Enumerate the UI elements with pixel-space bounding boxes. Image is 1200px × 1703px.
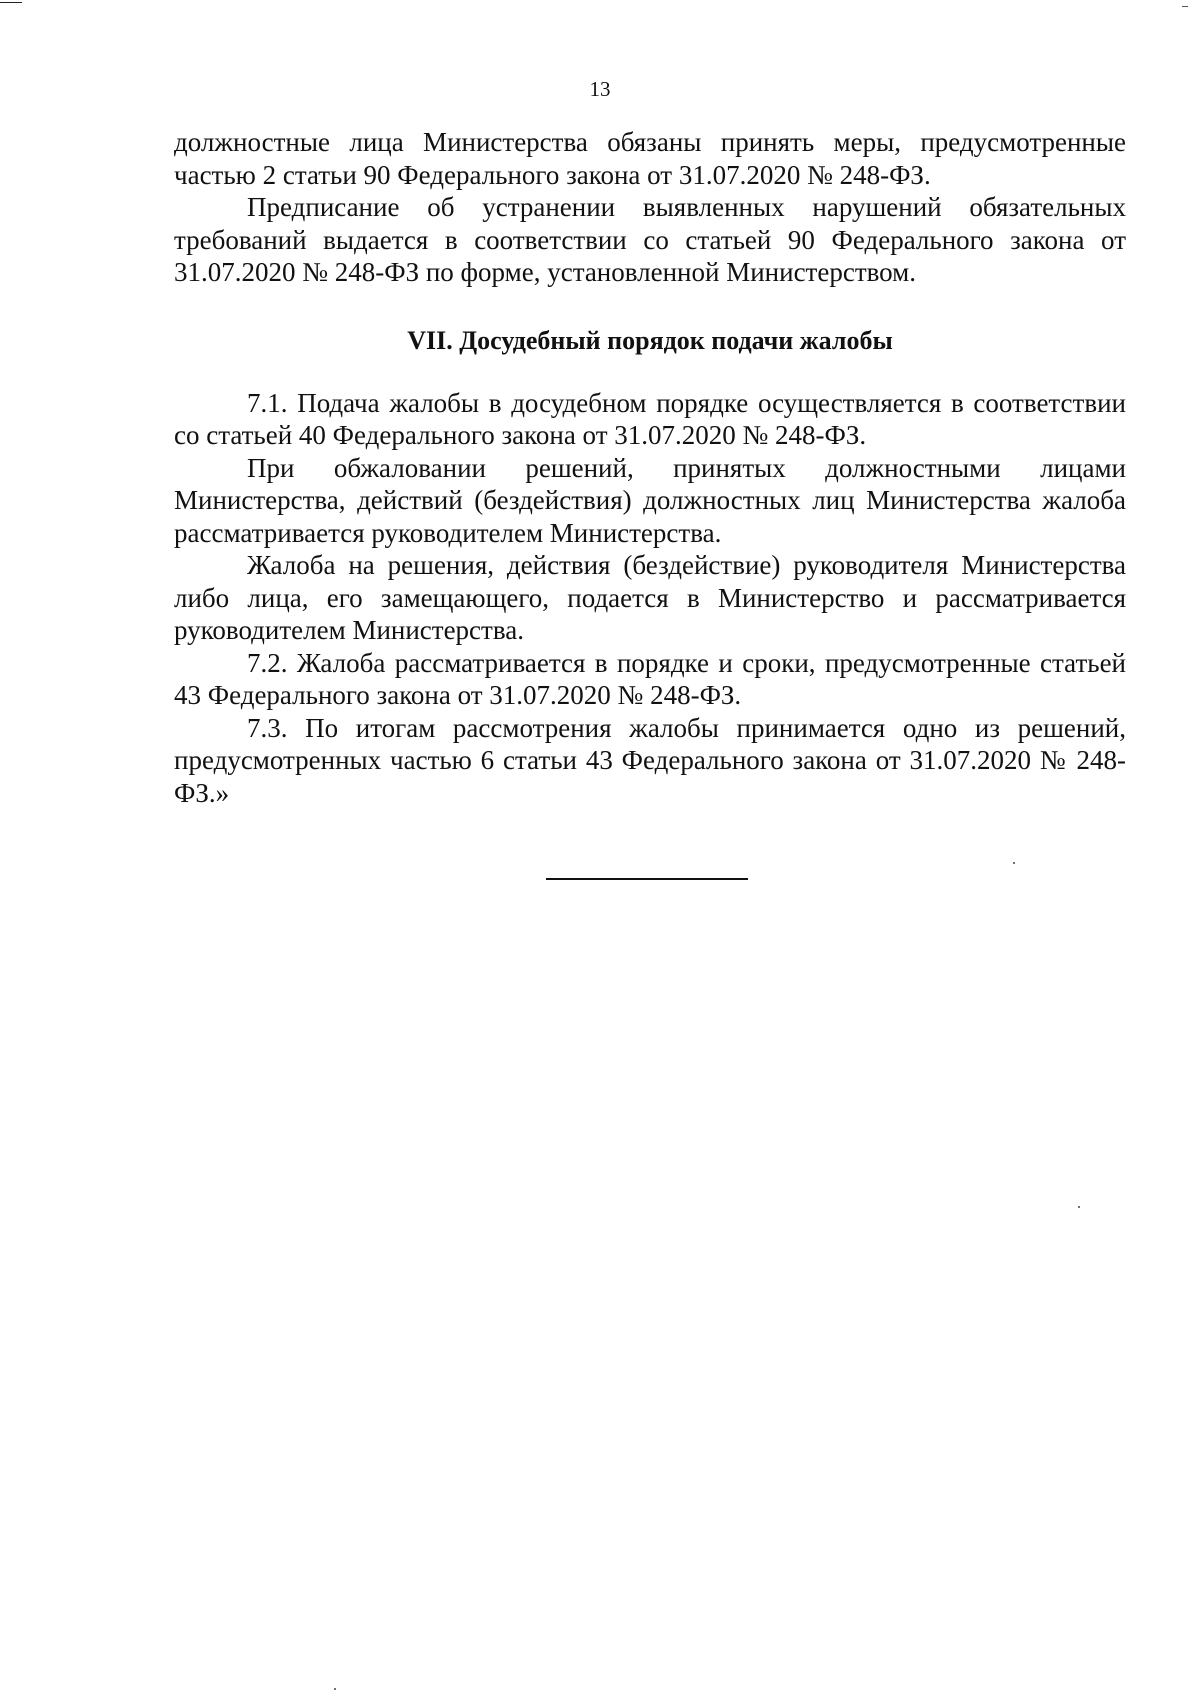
paragraph-7-2: 7.2. Жалоба рассматривается в порядке и сроки, предусмотренные статьей 43 Федерального закона от 31.07.2020 № 248-ФЗ. (174, 647, 1126, 710)
scan-speck (1013, 862, 1015, 864)
scan-speck (1078, 1206, 1080, 1208)
scan-edge-mark (0, 2, 22, 3)
page-number: 13 (589, 77, 611, 101)
paragraph-continuation: должностные лица Министерства обязаны принять меры, предусмотренные частью 2 статьи 90 Федерального закона от 31.07.2020 № 248-ФЗ. (174, 127, 1126, 190)
scan-speck (334, 1688, 336, 1690)
section-heading: VII. Досудебный порядок подачи жалобы (407, 325, 893, 355)
document-body (174, 126, 1126, 809)
scan-edge-mark-right (1182, 6, 1188, 7)
end-separator-line (546, 878, 748, 880)
paragraph-prescription: Предписание об устранении выявленных нарушений обязательных требований выдается в соответствии со статьей 90 Федерального закона от 31.07.2020 № 248-ФЗ по форме, установленной Министерством. (174, 192, 1126, 287)
paragraph-7-1: 7.1. Подача жалобы в досудебном порядке осуществляется в соответствии со статьей 40 Федерального закона от 31.07.2020 № 248-ФЗ. (174, 387, 1126, 450)
paragraph-appeal-officials: При обжаловании решений, принятых должностными лицами Министерства, действий (бездействия) должностных лиц Министерства жалоба рассматривается руководителем Министерства. (174, 452, 1126, 548)
paragraph-appeal-head: Жалоба на решения, действия (бездействие) руководителя Министерства либо лица, его замещающего, подается в Министерство и рассматривается руководителем Министерства. (174, 550, 1126, 645)
paragraph-7-3: 7.3. По итогам рассмотрения жалобы принимается одно из решений, предусмотренных частью 6 статьи 43 Федерального закона от 31.07.2020 № 248-ФЗ.» (174, 712, 1126, 808)
